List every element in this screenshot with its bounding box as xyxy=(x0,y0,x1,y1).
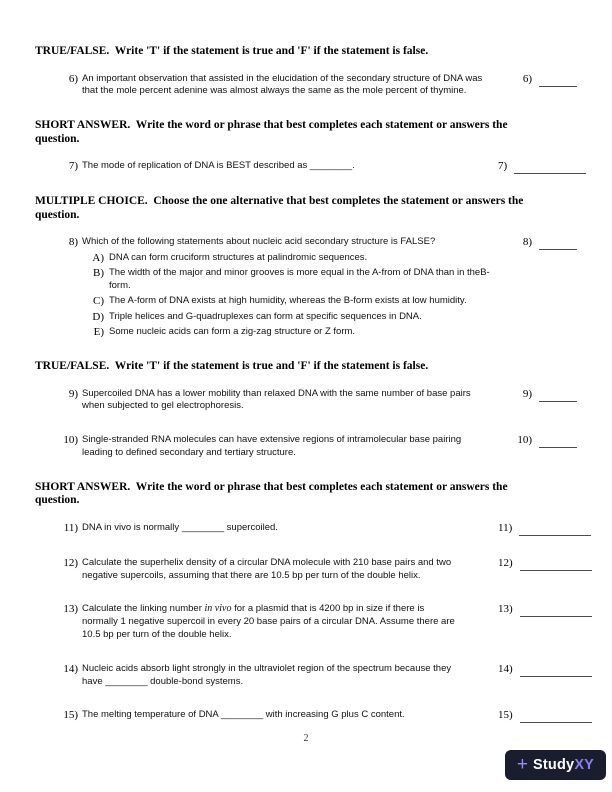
answer-number: 9) xyxy=(522,387,532,400)
question-9 xyxy=(35,388,577,414)
answer-number: 13) xyxy=(498,603,513,616)
answer-blank-line xyxy=(520,709,592,723)
answer-area-8 xyxy=(523,236,577,250)
question-text: An important observation that assisted in the elucidation of the secondary structure of DNA was that the mole percent adenine was almost always the same as the mole percent of thymine. xyxy=(82,72,483,97)
plus-icon: + xyxy=(516,753,529,775)
question-text: The melting temperature of DNA ________ with increasing G plus C content. xyxy=(82,709,405,721)
answer-number: 11) xyxy=(498,521,513,534)
answer-number: 8) xyxy=(522,236,532,249)
italic-in-vivo: in vivo xyxy=(204,603,232,615)
answer-blank-line xyxy=(520,603,592,617)
answer-blank-line xyxy=(539,73,577,87)
choice-label: A) xyxy=(92,251,104,264)
question-number: 14) xyxy=(63,662,78,675)
question-text: Supercoiled DNA has a lower mobility than relaxed DNA with the same number of base pairs when subjected to gel electrophoresis. xyxy=(82,387,471,412)
choice-label: D) xyxy=(92,310,104,323)
studyxy-logo xyxy=(505,750,606,780)
answer-blank-line xyxy=(514,160,586,174)
answer-area-11 xyxy=(498,522,591,536)
page-number: 2 xyxy=(303,733,309,744)
question-number: 8) xyxy=(68,236,78,249)
question-12 xyxy=(35,557,577,583)
choice-label: B) xyxy=(93,267,104,280)
question-number: 15) xyxy=(63,709,78,722)
question-11 xyxy=(35,522,577,536)
question-text: Which of the following statements about nucleic acid secondary structure is FALSE? A) DNA can form cruciform structures at palindromic sequences. B) The width of the major and minor grooves is more equal in the A-from of DNA than in theB-form. C) The A-form of DNA exists at high humidity, whereas the B-form exists at low humidity. D) Triple helices and G-quadruplexes can form at specific sequences in DNA. E) Some nucleic acids can form a zig-zag structure or Z form. xyxy=(82,236,498,339)
logo-text: StudyXY xyxy=(533,757,595,773)
question-text: DNA in vivo is normally ________ supercoiled. xyxy=(82,521,278,533)
answer-number: 10) xyxy=(517,434,532,447)
section-header-true-false-2: TRUE/FALSE. Write 'T' if the statement is true and 'F' if the statement is false. xyxy=(35,360,429,373)
answer-area-14 xyxy=(498,663,592,677)
answer-area-13 xyxy=(498,603,592,617)
answer-number: 6) xyxy=(522,72,532,85)
answer-blank-line xyxy=(520,663,592,677)
answer-blank-line xyxy=(539,236,577,250)
question-14 xyxy=(35,663,577,689)
choice-label: E) xyxy=(93,326,104,339)
question-6 xyxy=(35,73,577,99)
answer-blank-line xyxy=(539,388,577,402)
answer-number: 7) xyxy=(498,160,508,173)
question-text: Calculate the linking number in vivo for a plasmid that is 4200 bp in size if there is normally 1 negative supercoil in every 20 base pairs of a circular DNA. Assume there are 10.5 bp per turn of the double helix. xyxy=(82,603,455,640)
section-header-short-answer-2: SHORT ANSWER. Write the word or phrase that best completes each statement or answers the question. xyxy=(35,480,508,507)
question-8 xyxy=(35,236,577,339)
answer-blank-line xyxy=(539,434,577,448)
question-text: Calculate the superhelix density of a circular DNA molecule with 210 base pairs and two negative supercoils, assuming that there are 10.5 bp per turn of the double helix. xyxy=(82,556,452,581)
answer-number: 15) xyxy=(498,709,513,722)
answer-area-15 xyxy=(498,709,592,723)
question-number: 7) xyxy=(68,160,78,173)
choice-b: B) The width of the major and minor grooves is more equal in the A-from of DNA than in theB-form. xyxy=(82,267,498,293)
question-text: The mode of replication of DNA is BEST described as ________. xyxy=(82,160,355,172)
question-13 xyxy=(35,603,577,641)
choice-d: D) Triple helices and G-quadruplexes can form at specific sequences in DNA. xyxy=(82,311,498,324)
choice-label: C) xyxy=(93,295,104,308)
question-number: 12) xyxy=(63,556,78,569)
answer-area-10 xyxy=(517,434,577,448)
question-15 xyxy=(35,709,577,723)
answer-number: 12) xyxy=(498,556,513,569)
answer-area-6 xyxy=(523,73,577,87)
answer-blank-line xyxy=(519,522,591,536)
section-header-multiple-choice: MULTIPLE CHOICE. Choose the one alternative that best completes the statement or answers the question. xyxy=(35,195,524,221)
question-7 xyxy=(35,160,577,174)
choice-c: C) The A-form of DNA exists at high humidity, whereas the B-form exists at low humidity. xyxy=(82,295,498,308)
question-number: 9) xyxy=(68,387,78,400)
question-number: 11) xyxy=(63,521,78,534)
answer-area-9 xyxy=(523,388,577,402)
choice-e: E) Some nucleic acids can form a zig-zag structure or Z form. xyxy=(82,326,498,339)
answer-number: 14) xyxy=(498,662,513,675)
answer-area-7 xyxy=(498,160,586,174)
choice-a: A) DNA can form cruciform structures at palindromic sequences. xyxy=(82,252,498,265)
question-number: 10) xyxy=(63,434,78,447)
question-number: 6) xyxy=(68,72,78,85)
question-number: 13) xyxy=(63,603,78,616)
choices-list xyxy=(82,252,498,339)
section-header-true-false-1: TRUE/FALSE. Write 'T' if the statement is true and 'F' if the statement is false. xyxy=(35,45,429,57)
question-10 xyxy=(35,434,577,460)
answer-area-12 xyxy=(498,557,592,571)
question-text: Single-stranded RNA molecules can have extensive regions of intramolecular base pairing leading to defined secondary and tertiary structure. xyxy=(82,434,462,458)
section-header-short-answer-1: SHORT ANSWER. Write the word or phrase that best completes each statement or answers the question. xyxy=(35,119,508,145)
question-text: Nucleic acids absorb light strongly in the ultraviolet region of the spectrum because they have ________ double-bond systems. xyxy=(82,662,452,687)
answer-blank-line xyxy=(520,557,592,571)
